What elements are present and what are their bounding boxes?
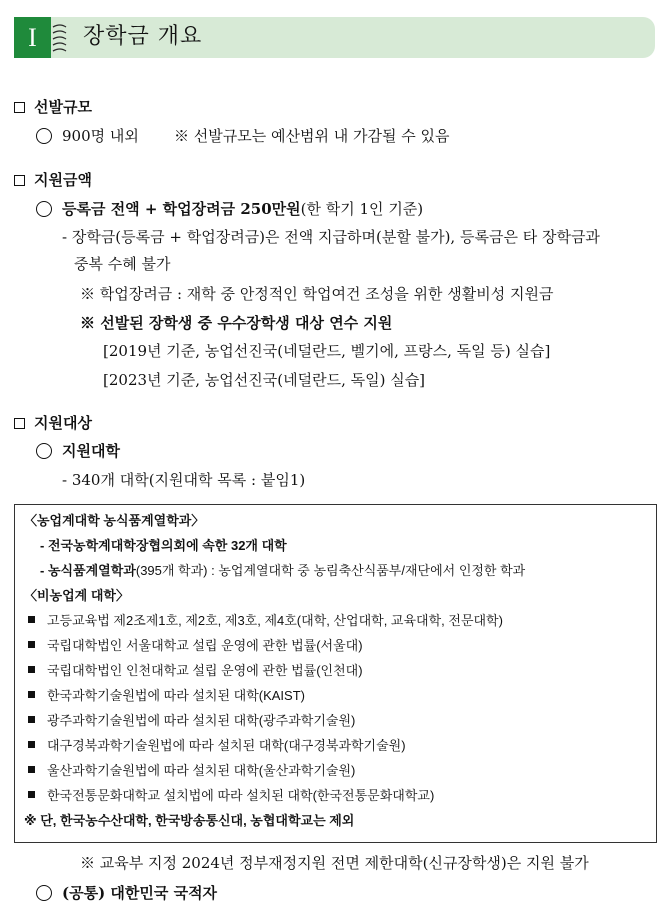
square-bullet-icon xyxy=(28,691,35,698)
list-item: 한국과학기술원법에 따라 설치된 대학(KAIST) xyxy=(28,687,305,705)
selection-note: ※ 선발규모는 예산범위 내 가감될 수 있음 xyxy=(174,127,450,145)
section-selection-scale xyxy=(14,97,92,117)
section-support-amount xyxy=(14,170,92,190)
exclusion-note: ※ 단, 한국농수산대학, 한국방송통신대, 농협대학교는 제외 xyxy=(24,813,355,828)
square-bullet-icon xyxy=(28,791,35,798)
training-2023: [2023년 기준, 농업선진국(네덜란드, 독일) 실습] xyxy=(103,371,426,389)
list-item: 한국전통문화대학교 설치법에 따라 설치된 대학(한국전통문화대학교) xyxy=(28,787,434,805)
support-detail-line: - 장학금(등록금 + 학업장려금)은 전액 지급하며(분할 불가), 등록금은 타 장학금과 xyxy=(62,228,600,246)
section-number: I xyxy=(28,23,37,52)
checkbox-square-icon xyxy=(14,175,25,186)
square-bullet-icon xyxy=(28,766,35,773)
training-2019: [2019년 기준, 농업선진국(네덜란드, 벨기에, 프랑스, 독일 등) 실습] xyxy=(103,342,551,360)
circle-bullet-icon xyxy=(36,128,52,144)
selection-count: 900명 내외 xyxy=(62,127,139,145)
restriction-note: ※ 교육부 지정 2024년 정부재정지원 전면 제한대학(신규장학생)은 지원 불가 xyxy=(80,854,589,872)
circle-bullet-icon xyxy=(36,201,52,217)
spiral-binding-icon xyxy=(50,21,70,55)
circle-bullet-icon xyxy=(36,885,52,901)
square-bullet-icon xyxy=(28,666,35,673)
agri-item-departments: - 농식품계열학과(395개 학과) : 농업계열대학 중 농림축산식품부/재단에서 인정한 학과 xyxy=(40,563,526,578)
university-count: - 340개 대학(지원대학 목록 : 붙임1) xyxy=(62,471,306,489)
allowance-note: ※ 학업장려금 : 재학 중 안정적인 학업여건 조성을 위한 생활비성 지원금 xyxy=(80,285,554,303)
list-item: 국립대학법인 인천대학교 설립 운영에 관한 법률(인천대) xyxy=(28,662,363,680)
section-title: 선발규모 xyxy=(34,98,92,116)
section-title: 지원대상 xyxy=(34,414,92,432)
page-title: 장학금 개요 xyxy=(83,24,203,49)
section-eligibility xyxy=(14,413,92,433)
list-item: 울산과학기술원법에 따라 설치된 대학(울산과학기술원) xyxy=(28,762,355,780)
checkbox-square-icon xyxy=(14,102,25,113)
section-title: 지원금액 xyxy=(34,171,92,189)
list-item: 광주과학기술원법에 따라 설치된 대학(광주과학기술원) xyxy=(28,712,355,730)
square-bullet-icon xyxy=(28,716,35,723)
support-amount-basis: (한 학기 1인 기준) xyxy=(300,200,424,218)
list-item: 대구경북과학기술원법에 따라 설치된 대학(대구경북과학기술원) xyxy=(28,737,406,755)
checkbox-square-icon xyxy=(14,418,25,429)
square-bullet-icon xyxy=(28,616,35,623)
eligible-universities-line xyxy=(36,441,120,461)
selection-count-line xyxy=(36,126,139,146)
nonagri-heading: 〈비농업계 대학〉 xyxy=(24,588,129,603)
list-item: 국립대학법인 서울대학교 설립 운영에 관한 법률(서울대) xyxy=(28,637,363,655)
square-bullet-icon xyxy=(28,741,35,748)
support-amount: 등록금 전액 + 학업장려금 250만원 xyxy=(62,200,301,218)
nationality-line xyxy=(36,883,217,903)
nationality-requirement: (공통) 대한민국 국적자 xyxy=(62,884,218,902)
training-note: ※ 선발된 장학생 중 우수장학생 대상 연수 지원 xyxy=(80,314,393,332)
support-amount-line xyxy=(36,199,423,219)
square-bullet-icon xyxy=(28,641,35,648)
circle-bullet-icon xyxy=(36,443,52,459)
list-item: 고등교육법 제2조제1호, 제2호, 제3호, 제4호(대학, 산업대학, 교육대학, 전문대학) xyxy=(28,612,503,630)
eligible-universities: 지원대학 xyxy=(62,442,120,460)
agri-heading: 〈농업계대학 농식품계열학과〉 xyxy=(24,513,205,528)
agri-item-32: - 전국농학계대학장협의회에 속한 32개 대학 xyxy=(40,538,287,553)
support-detail-continuation: 중복 수혜 불가 xyxy=(74,255,171,273)
